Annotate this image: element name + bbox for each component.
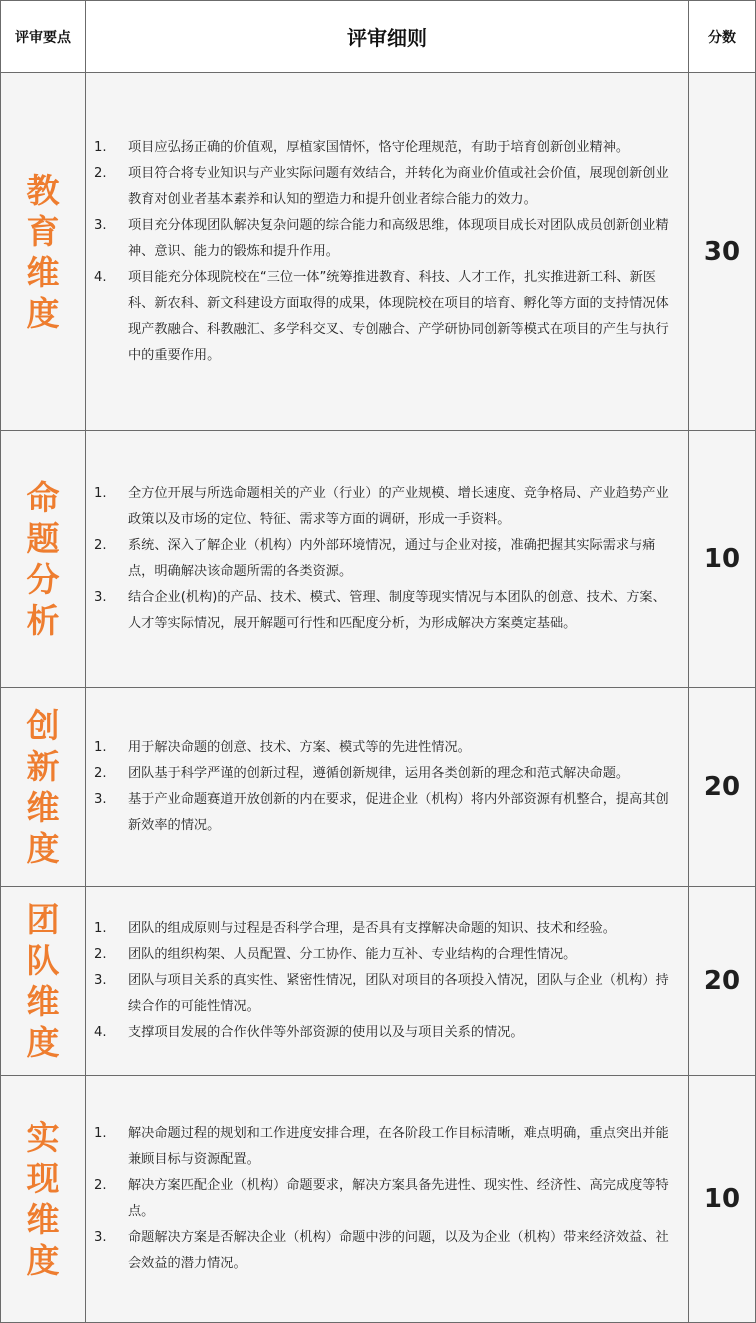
criteria-list [86,735,688,839]
dimension-label: 团队维度 [26,900,60,1062]
criteria-text: 解决方案匹配企业（机构）命题要求，解决方案具备先进性、现实性、经济性、高完成度等特点。 [128,1178,669,1219]
score-cell [689,887,755,1075]
list-item: 3. 项目充分体现团队解决复杂问题的综合能力和高级思维，体现项目成长对团队成员创新创业精神、意识、能力的锻炼和提升作用。 [94,217,669,259]
score-cell [689,431,755,687]
criteria-text: 用于解决命题的创意、技术、方案、模式等的先进性情况。 [128,740,471,755]
dimension-label: 实现维度 [26,1118,60,1280]
score-cell [689,1076,755,1322]
criteria-cell [86,887,689,1075]
list-item: 2. 项目符合将专业知识与产业实际问题有效结合，并转化为商业价值或社会价值，展现创新创业教育对创业者基本素养和认知的塑造力和提升创业者综合能力的效力。 [94,165,669,207]
list-item: 3. 命题解决方案是否解决企业（机构）命题中涉的问题，以及为企业（机构）带来经济效益、社会效益的潜力情况。 [94,1230,669,1271]
score-value: 20 [703,772,741,802]
criteria-text: 解决命题过程的规划和工作进度安排合理，在各阶段工作目标清晰，难点明确，重点突出并能兼顾目标与资源配置。 [128,1126,669,1167]
list-item: 3. 结合企业(机构)的产品、技术、模式、管理、制度等现实情况与本团队的创意、技术、方案、人才等实际情况，展开解题可行性和匹配度分析，为形成解决方案奠定基础。 [94,590,666,631]
dimension-cell [1,887,86,1075]
list-item: 3. 团队与项目关系的真实性、紧密性情况，团队对项目的各项投入情况，团队与企业（机构）持续合作的可能性情况。 [94,973,669,1014]
dimension-label: 教育维度 [26,170,60,333]
dimension-label: 命题分析 [26,478,60,640]
list-item: 3. 基于产业命题赛道开放创新的内在要求，促进企业（机构）将内外部资源有机整合，提高其创新效率的情况。 [94,792,669,833]
score-value: 10 [703,1184,741,1214]
list-item: 1. 解决命题过程的规划和工作进度安排合理，在各阶段工作目标清晰，难点明确，重点突出并能兼顾目标与资源配置。 [94,1126,669,1167]
list-item: 2. 解决方案匹配企业（机构）命题要求，解决方案具备先进性、现实性、经济性、高完成度等特点。 [94,1178,669,1219]
dimension-cell [1,688,86,886]
table-row [1,431,755,688]
criteria-text: 项目应弘扬正确的价值观，厚植家国情怀，恪守伦理规范，有助于培育创新创业精神。 [128,139,630,155]
criteria-list [86,135,688,369]
table-row [1,73,755,431]
table-header [1,1,755,73]
table-row [1,887,755,1076]
criteria-list [86,1121,688,1277]
header-key-points: 评审要点 [15,29,71,46]
table-row [1,688,755,887]
list-item: 2. 团队基于科学严谨的创新过程，遵循创新规律，运用各类创新的理念和范式解决命题。 [94,766,630,781]
criteria-text: 系统、深入了解企业（机构）内外部环境情况，通过与企业对接，准确把握其实际需求与痛点，明确解决该命题所需的各类资源。 [128,538,656,579]
score-cell [689,688,755,886]
criteria-text: 团队的组织构架、人员配置、分工协作、能力互补、专业结构的合理性情况。 [128,947,577,962]
dimension-cell [1,73,86,430]
list-item: 1. 用于解决命题的创意、技术、方案、模式等的先进性情况。 [94,740,471,755]
list-item: 4. 支撑项目发展的合作伙伴等外部资源的使用以及与项目关系的情况。 [94,1025,524,1040]
dimension-cell [1,431,86,687]
criteria-text: 全方位开展与所选命题相关的产业（行业）的产业规模、增长速度、竞争格局、产业趋势产业政策以及市场的定位、特征、需求等方面的调研，形成一手资料。 [128,486,669,527]
criteria-cell [86,1076,689,1322]
criteria-text: 项目符合将专业知识与产业实际问题有效结合，并转化为商业价值或社会价值，展现创新创业教育对创业者基本素养和认知的塑造力和提升创业者综合能力的效力。 [128,165,669,207]
criteria-cell [86,688,689,886]
list-item: 1. 全方位开展与所选命题相关的产业（行业）的产业规模、增长速度、竞争格局、产业趋势产业政策以及市场的定位、特征、需求等方面的调研，形成一手资料。 [94,486,669,527]
criteria-text: 项目能充分体现院校在“三位一体”统筹推进教育、科技、人才工作，扎实推进新工科、新医科、新农科、新文科建设方面取得的成果，体现院校在项目的培育、孵化等方面的支持情况体现产教融合、科教融汇、多学科交叉、专创融合、产学研协同创新等模式在项目的产生与执行中的重要作用。 [128,269,669,363]
table-row [1,1076,755,1322]
header-cell-criteria [86,1,689,72]
list-item: 1. 团队的组成原则与过程是否科学合理，是否具有支撑解决命题的知识、技术和经验。 [94,921,616,936]
header-cell-score [689,1,755,72]
list-item: 2. 系统、深入了解企业（机构）内外部环境情况，通过与企业对接，准确把握其实际需求与痛点，明确解决该命题所需的各类资源。 [94,538,656,579]
criteria-text: 基于产业命题赛道开放创新的内在要求，促进企业（机构）将内外部资源有机整合，提高其创新效率的情况。 [128,792,669,833]
criteria-text: 团队与项目关系的真实性、紧密性情况，团队对项目的各项投入情况，团队与企业（机构）持续合作的可能性情况。 [128,973,669,1014]
score-value: 30 [703,236,741,267]
dimension-cell [1,1076,86,1322]
criteria-text: 结合企业(机构)的产品、技术、模式、管理、制度等现实情况与本团队的创意、技术、方案、人才等实际情况，展开解题可行性和匹配度分析，为形成解决方案奠定基础。 [128,590,666,631]
criteria-text: 项目充分体现团队解决复杂问题的综合能力和高级思维，体现项目成长对团队成员创新创业精神、意识、能力的锻炼和提升作用。 [128,217,669,259]
criteria-list [86,916,688,1046]
criteria-text: 命题解决方案是否解决企业（机构）命题中涉的问题，以及为企业（机构）带来经济效益、社会效益的潜力情况。 [128,1230,669,1271]
score-cell [689,73,755,430]
criteria-text: 团队基于科学严谨的创新过程，遵循创新规律，运用各类创新的理念和范式解决命题。 [128,766,630,781]
score-value: 10 [703,544,741,574]
criteria-cell [86,431,689,687]
criteria-text: 支撑项目发展的合作伙伴等外部资源的使用以及与项目关系的情况。 [128,1025,524,1040]
list-item: 4. 项目能充分体现院校在“三位一体”统筹推进教育、科技、人才工作，扎实推进新工科、新医科、新农科、新文科建设方面取得的成果，体现院校在项目的培育、孵化等方面的支持情况体现产教融合、科教融汇、多学科交叉、专创融合、产学研协同创新等模式在项目的产生与执行中的重要作用。 [94,269,669,363]
score-value: 20 [703,966,741,996]
header-score: 分数 [708,29,736,46]
list-item: 1. 项目应弘扬正确的价值观，厚植家国情怀，恪守伦理规范，有助于培育创新创业精神。 [94,139,630,155]
dimension-label: 创新维度 [26,706,60,868]
criteria-cell [86,73,689,430]
criteria-text: 团队的组成原则与过程是否科学合理，是否具有支撑解决命题的知识、技术和经验。 [128,921,616,936]
header-criteria: 评审细则 [347,26,427,50]
criteria-list [86,481,688,637]
header-cell-key-points [1,1,86,72]
list-item: 2. 团队的组织构架、人员配置、分工协作、能力互补、专业结构的合理性情况。 [94,947,577,962]
